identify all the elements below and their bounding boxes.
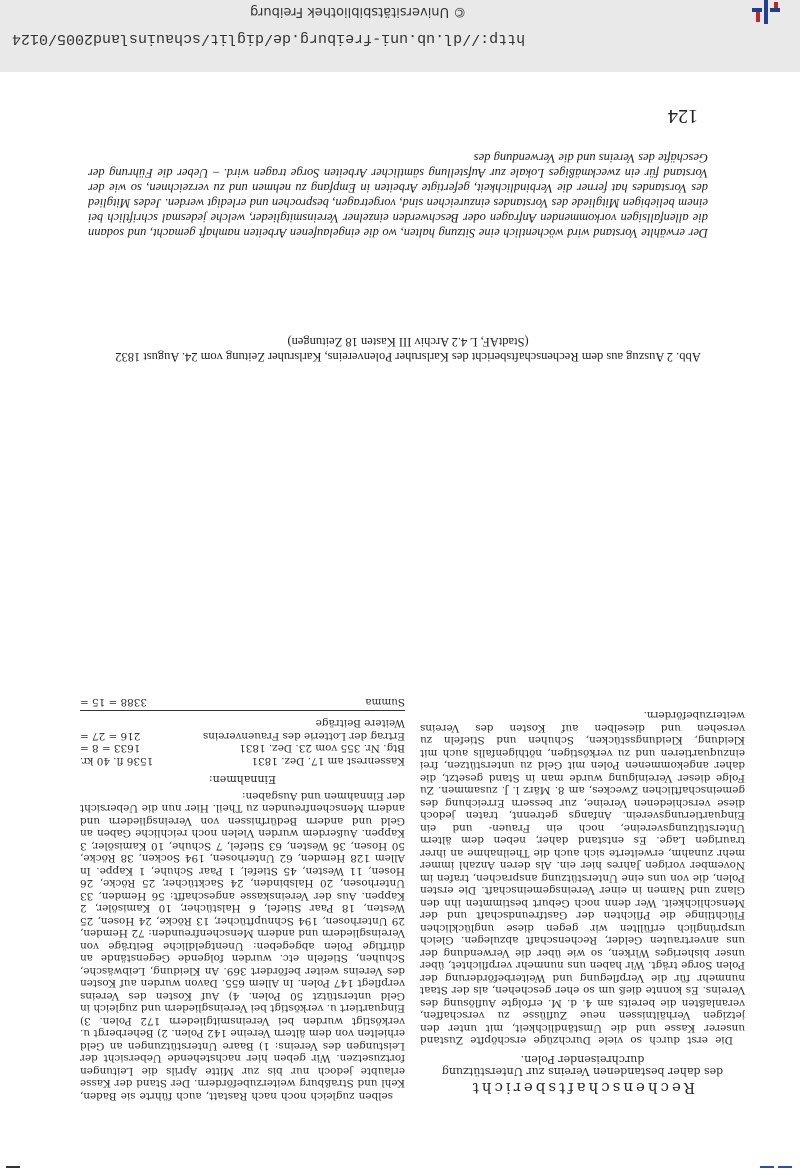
row-label: Kassenrest am 17. Dez. 1831 xyxy=(251,755,405,767)
scanned-page xyxy=(0,72,800,1152)
sum-row xyxy=(80,696,405,712)
row-value: 216 = 27 = xyxy=(80,730,141,742)
fraktur-column-left xyxy=(80,372,405,1102)
row-label: Weitere Beiträge xyxy=(315,717,405,730)
report-subheading: des daher bestandenen Vereins zur Unterstützung durchreisender Polen. xyxy=(441,1053,724,1079)
bottom-bar xyxy=(0,1152,800,1176)
einnahmen-row xyxy=(80,717,405,730)
sum-value: 3388 = 15 = xyxy=(80,696,147,708)
row-label: Ertrag der Lotterie des Frauenvereins xyxy=(202,730,405,742)
corner-mark xyxy=(778,1166,792,1168)
sum-label: Summa xyxy=(365,696,405,708)
row-value: 1536 fl. 40 kr. xyxy=(80,755,154,767)
university-logo-icon xyxy=(748,0,788,30)
report-heading: Rechenschaftsbericht xyxy=(469,1079,696,1097)
corner-mark xyxy=(6,1166,20,1168)
page-number: 124 xyxy=(668,105,698,127)
einnahmen-row xyxy=(80,742,405,755)
row-value: 1633 = 8 = xyxy=(80,742,141,755)
fraktur-column-right xyxy=(420,372,745,1102)
top-banner xyxy=(0,0,800,72)
left-column-text: selben zugleich noch nach Rastatt, auch führte sie Baden, Kehl und Straßburg weiterzubefördern. Der Stand der Kasse erlaubte jedoch nur bis zur Mitte Aprils die Leitungen fortzusetzen. Wir geben hier nachstehende Uebersicht der Leistungen des Vereins: 1) Baare Unterstützungen an Geld erhielten von dem ältern Vereine 142 Polen. 2) Beherbergt u. verköstigt wurden bei Vereinsmitgliedern 172 Polen. 3) Einquartiert u. verköstigt bei Vereinsgliedern und zugleich in Geld unterstützt 50 Polen. 4) Auf Kosten des Vereins verpflegt 147 Polen. In Allem 655. Davon wurden auf Kosten des Vereins weiter befördert 369. An Kleidung, Leibwäsche, Schuhen, Stiefeln etc. wurden folgende Gegenstände an dürftige Polen abgegeben: Unentgeldliche Beiträge von Vereinsgliedern und andern Menschenfreunden: 72 Hemden, 29 Unterhosen, 194 Schnupftücher, 13 Röcke, 24 Hosen, 25 Westen, 18 Paar Stiefel, 6 Halstücher, 10 Kamisöler, 2 Kappen. Aus der Vereinskasse angeschafft: 56 Hemden, 33 Unterhosen, 20 Halsbinden, 24 Sacktücher, 25 Röcke, 26 Hosen, 11 Westen, 45 Stiefel, 1 Paar Schuhe, 1 Kappe. In Allem 128 Hemden, 62 Unterhosen, 194 Socken, 38 Röcke, 50 Hosen, 36 Westen, 63 Stiefel, 7 Schuhe, 10 Kamisöler, 3 Kappen. Außerdem wurden Vielen noch reichliche Gaben an Geld und andern Bedürfnissen von Vereinsgliedern und andern Menschenfreunden zu Theil. Hier nun die Uebersicht der Einnahmen und Ausgaben: xyxy=(80,790,405,1102)
right-column-text: Die erst durch so viele Durchzüge erschöpfte Zustand unserer Kasse und die Umständlichkeit, mit unter den jetzigen Verhältnissen neue Zuflüsse zu verschaffen, veranlaßten die bereits am 4. d. M. erfolgte Auflösung des Vereins. Es konnte dieß um so eher geschehen, als der Staat nunmehr für die Verpflegung und Weiterbeförderung der Polen Sorge trägt. Wir haben uns nunmehr verpflichtet, über unser bisheriges Wirken, so wie über die Verwendung der uns anvertrauten Gelder, Rechenschaft abzulegen. Gleich ursprünglich erfüllten wir gegen diese unglücklichen Flüchtlinge die Pflichten der Gastfreundschaft und der Menschlichkeit. Wer denn noch Geburt bestimmten ihn den Glanz und Namen in einer Vereinsgemeinschaft. Die ersten Polen, die von uns eine Unterstützung ansprachen, trafen im November vorigen Jahres hier ein. Als deren Anzahl immer mehr zunahm, erweiterte sich auch die Theilnahme an ihrer traurigen Lage. Es entstand daher, neben dem ältern Unterstützungsvereine, noch ein Frauen- und ein Einquartierungsverein. Anfangs getrennt, traten jedoch diese verschiedenen Vereine, zur bessern Erreichung des gemeinschaftlichen Zweckes, am 8. März l. J. zusammen. Zu Folge dieser Vereinigung wurde man in Stand gesetzt, die daher angekommenen Polen mit Geld zu unterstützen, frei einzuquartieren und zu verköstigen, nöthigenfalls auch mit Kleidung, Kleidungsstücken, Schuhen und Stiefeln zu versehen und dieselben auf Kosten des Vereins weiterzubefördern. xyxy=(420,709,745,1047)
einnahmen-label: Einnahmen: xyxy=(208,773,277,787)
corner-mark xyxy=(760,1166,774,1168)
einnahmen-row xyxy=(80,755,405,768)
figure-caption: Abb. 2 Auszug aus dem Rechenschaftsbericht des Karlsruher Polenvereins, Karlsruher Zeitung vom 24. August 1832 (StadtAF, L 4.2 Archiv III Kasten 18 Zeitungen) xyxy=(115,335,701,364)
copyright-text: © Universitätsbibliothek Freiburg xyxy=(250,4,467,19)
document-url[interactable]: http://dl.ub.uni-freiburg.de/diglit/schauinsland2005/0124 xyxy=(12,30,526,47)
row-label: Btg. Nr. 355 vom 23. Dez. 1831 xyxy=(239,742,405,755)
note-paragraph: Der erwählte Vorstand wird wöchentlich eine Sitzung halten, wo die eingelaufenen Arbeiten namhaft gemacht, und sodann die allenfallsigen vorkommenden Anfragen oder Beschwerden einzelner Vereinsmitglieder, welche jedesmal schriftlich bei einem beliebigen Mitgliede des Vorstandes einzureichen sind, vorgetragen, besprochen und erledigt werden. Jedes Mitglied des Vorstandes hat ferner die Verbindlichkeit, gefertigte Arbeiten in Empfang zu nehmen und zu verzeichnen, so wie der Vorstand für ein zweckmäßiges Lokale zur Aufstellung sämtlicher Arbeiten Sorge tragen wird. – Ueber die Führung der Geschäfte des Vereins und die Verwendung des xyxy=(88,151,708,240)
italic-note xyxy=(88,150,708,240)
einnahmen-row xyxy=(80,730,405,743)
